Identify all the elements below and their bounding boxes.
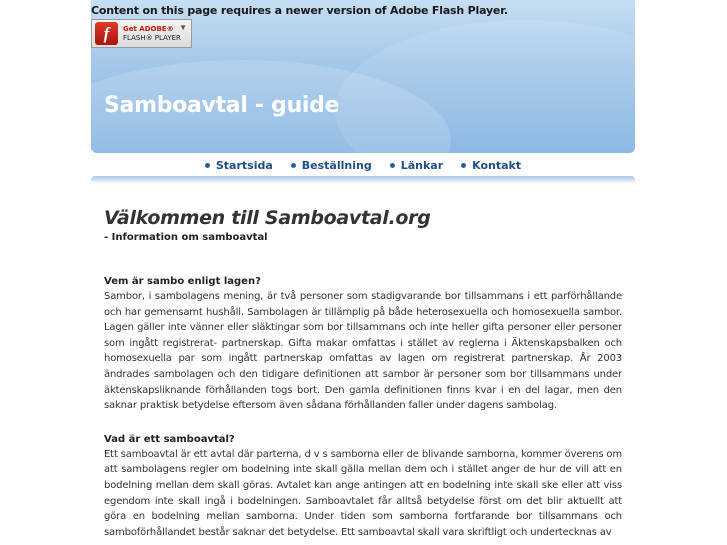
nav-item-label: Kontakt [472,158,522,172]
section-vad-ar-samboavtal [104,432,622,541]
get-flash-player-button[interactable] [91,19,192,48]
nav-item-bestallning[interactable] [291,159,372,172]
bullet-icon [390,163,395,168]
header-banner [91,0,635,153]
page-subtitle: - Information om samboavtal [104,232,268,243]
main-nav [91,155,635,175]
section-text: Ett samboavtal är ett avtal där parterna, d v s samborna eller de blivande samborna, kommer överens om att sambolagens regler om bodelning inte skall gälla mellan dem och i stället anger de hur de vill att en bodelning mellan dem skall göras. Avtalet kan ange antingen att en bodelning inte skall ske eller att viss egendom inte skall ingå i bodelningen. Samboavtalet får alltså betydelse först om det blir aktuellt att göra en bodelning mellan samborna. Under tiden som samborna fortfarande bor tillsammans och samboförhållandet består saknar det betydelse. Ett samboavtal skall vara skriftligt och undertecknas av [104,448,622,538]
main-content [104,207,622,540]
page [91,0,635,538]
flash-warning-text: Content on this page requires a newer version of Adobe Flash Player. [91,4,508,17]
bullet-icon [461,163,466,168]
flash-badge-text [123,25,181,43]
nav-item-kontakt[interactable] [461,159,521,172]
section-heading: Vem är sambo enligt lagen? [104,276,261,287]
bullet-icon [205,163,210,168]
nav-item-label: Startsida [215,158,273,172]
section-heading: Vad är ett samboavtal? [104,433,235,445]
bullet-icon [291,163,296,168]
section-vem-ar-sambo [104,274,622,414]
download-arrow-icon: ▼ [179,23,187,32]
nav-item-startsida[interactable] [205,159,273,172]
flash-badge-line2: FLASH® PLAYER [123,33,181,42]
nav-item-label: Länkar [400,158,444,172]
nav-item-lankar[interactable] [390,159,443,172]
page-title: Välkommen till Samboavtal.org [104,207,431,229]
adobe-flash-icon: f [95,22,118,45]
nav-item-label: Beställning [301,158,372,172]
flash-badge-line1: Get ADOBE® [123,24,174,33]
site-title: Samboavtal - guide [104,93,340,118]
section-text: Sambor, i sambolagens mening, är två personer som stadigvarande bor tillsammans i ett parförhållande och har gemensamt hushåll. Sambolagen är tillämplig på både heterosexuella och homosexuella sambor. Lagen gäller inte vänner eller släktingar som bor tillsammans och inte heller gifta personer eller personer som ingått registrerat- partnerskap. Gifta makar omfattas i stället av reglerna i Äktenskapsbalken och homosexuella par som ingått partnerskap omfattas av lagen om registrerat partnerskap. År 2003 ändrades sambolagen och den tidigare definitionen att sambor är personer som bor tillsammans under äktenskapsliknande förhållanden togs bort. Den gamla definitionen finns kvar i en del lagar, men den saknar praktisk betydelse eftersom även sådana förhållanden faller under dagens sambolag. [104,291,622,412]
nav-divider [91,176,635,184]
